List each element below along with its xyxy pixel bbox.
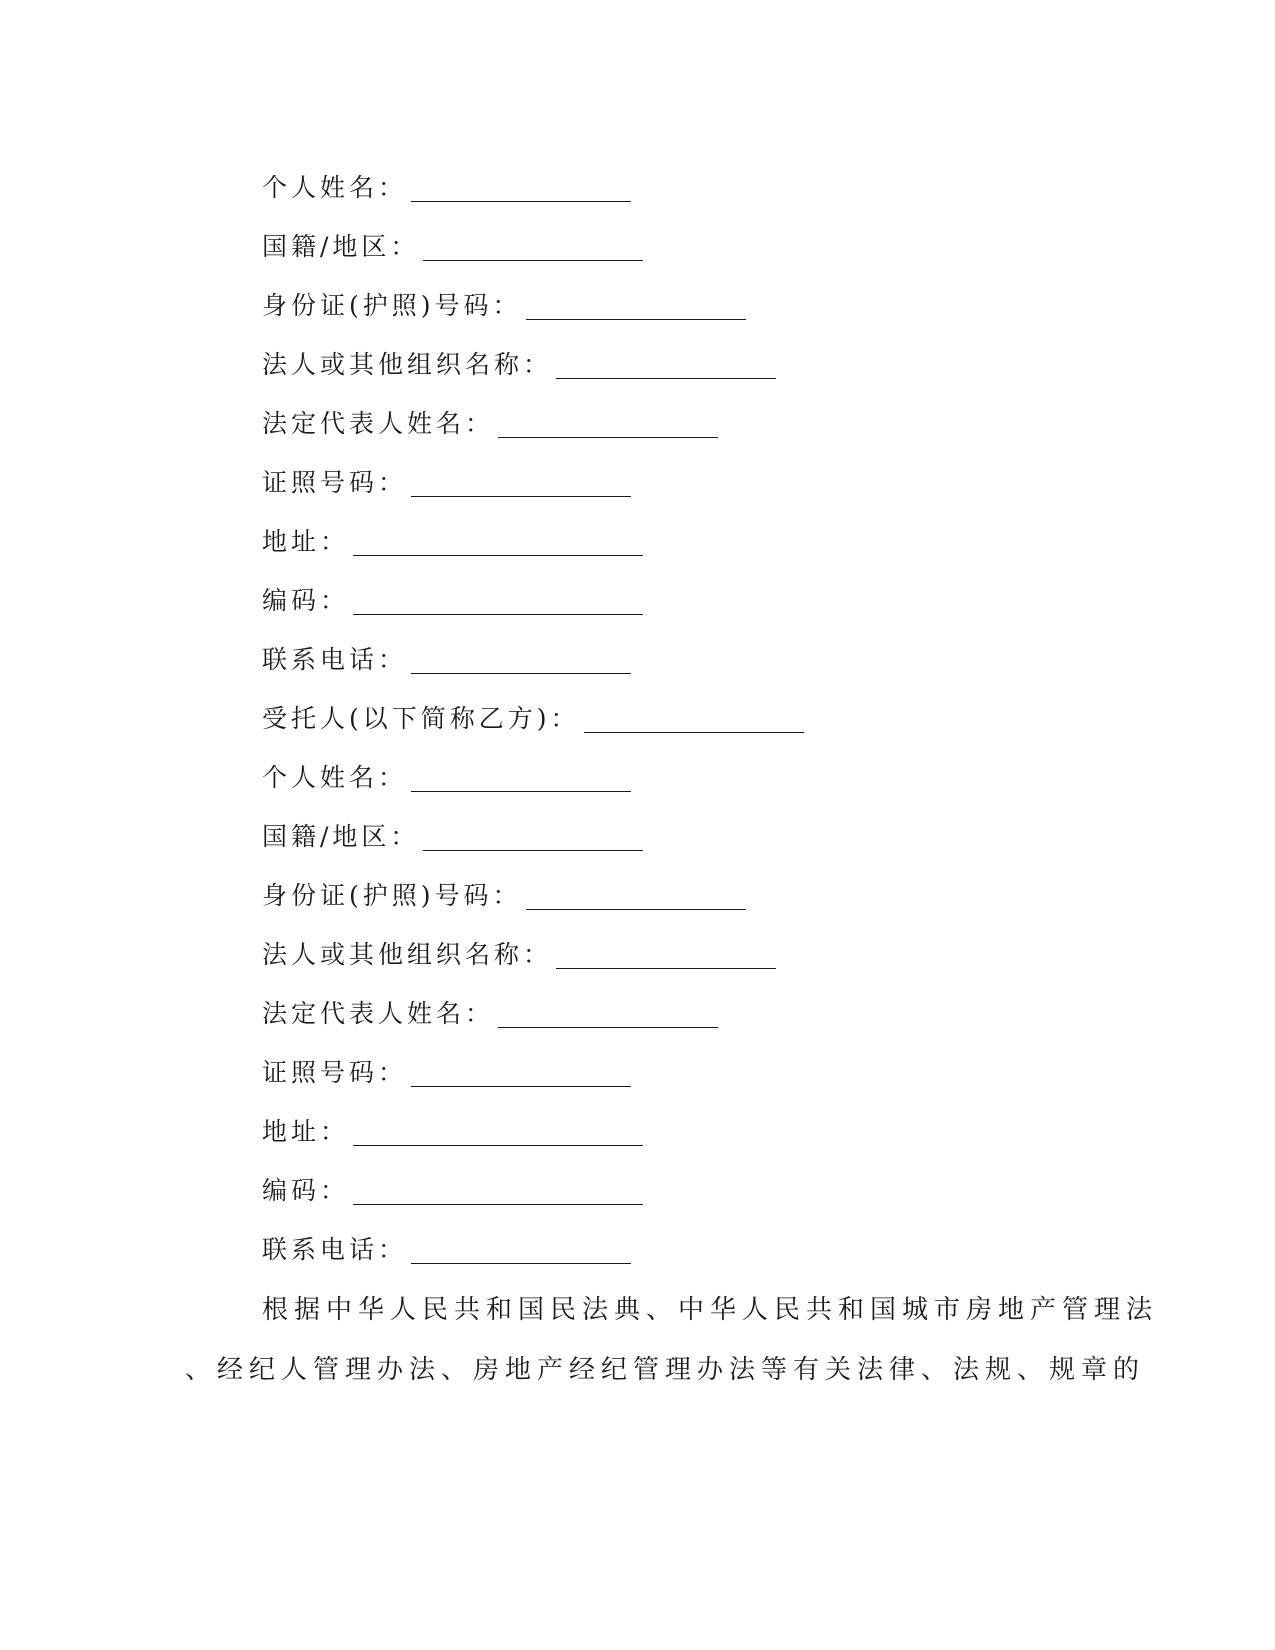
fill-blank[interactable] <box>526 879 746 910</box>
client-organization-name-field <box>262 345 776 385</box>
field-label: 地址： <box>262 1117 350 1146</box>
fill-blank[interactable] <box>411 1056 631 1087</box>
field-label: 个人姓名： <box>262 763 408 792</box>
fill-blank[interactable] <box>411 1233 631 1264</box>
trustee-license-number-field <box>262 1053 631 1093</box>
trustee-id-number-field <box>262 876 746 916</box>
field-label: 法定代表人姓名： <box>262 409 495 438</box>
fill-blank[interactable] <box>526 289 746 320</box>
fill-blank[interactable] <box>353 525 643 556</box>
trustee-address-field <box>262 1112 643 1152</box>
fill-blank[interactable] <box>423 820 643 851</box>
fill-blank[interactable] <box>411 761 631 792</box>
client-postcode-field <box>262 581 643 621</box>
client-legal-representative-field <box>262 404 718 444</box>
field-label: 编码： <box>262 1176 350 1205</box>
client-license-number-field <box>262 463 631 503</box>
trustee-phone-field <box>262 1230 631 1270</box>
field-label: 个人姓名： <box>262 173 408 202</box>
fill-blank[interactable] <box>423 230 643 261</box>
field-label: 联系电话： <box>262 1235 408 1264</box>
field-label: 编码： <box>262 586 350 615</box>
trustee-postcode-field <box>262 1171 643 1211</box>
field-label: 证照号码： <box>262 468 408 497</box>
client-phone-field <box>262 640 631 680</box>
field-label: 证照号码： <box>262 1058 408 1087</box>
field-label: 地址： <box>262 527 350 556</box>
trustee-organization-name-field <box>262 935 776 975</box>
client-address-field <box>262 522 643 562</box>
fill-blank[interactable] <box>498 407 718 438</box>
fill-blank[interactable] <box>556 938 776 969</box>
client-personal-name-field <box>262 168 631 208</box>
field-label: 国籍/地区： <box>262 232 420 261</box>
field-label: 受托人(以下简称乙方)： <box>262 704 580 733</box>
paragraph-line-1: 根据中华人民共和国民法典、中华人民共和国城市房地产管理法 <box>262 1295 1159 1325</box>
field-label: 法人或其他组织名称： <box>262 940 553 969</box>
fill-blank[interactable] <box>556 348 776 379</box>
field-label: 法定代表人姓名： <box>262 999 495 1028</box>
fill-blank[interactable] <box>411 171 631 202</box>
trustee-nationality-field <box>262 817 643 857</box>
trustee-header-field <box>262 699 804 739</box>
field-label: 身份证(护照)号码： <box>262 291 522 320</box>
trustee-personal-name-field <box>262 758 631 798</box>
fill-blank[interactable] <box>584 702 804 733</box>
client-id-number-field <box>262 286 746 326</box>
fill-blank[interactable] <box>411 643 631 674</box>
field-label: 联系电话： <box>262 645 408 674</box>
fill-blank[interactable] <box>411 466 631 497</box>
field-label: 法人或其他组织名称： <box>262 350 553 379</box>
trustee-legal-representative-field <box>262 994 718 1034</box>
field-label: 国籍/地区： <box>262 822 420 851</box>
paragraph-line-2: 、经纪人管理办法、房地产经纪管理办法等有关法律、法规、规章的 <box>185 1355 1146 1385</box>
fill-blank[interactable] <box>353 1174 643 1205</box>
fill-blank[interactable] <box>498 997 718 1028</box>
field-label: 身份证(护照)号码： <box>262 881 522 910</box>
fill-blank[interactable] <box>353 1115 643 1146</box>
client-nationality-field <box>262 227 643 267</box>
fill-blank[interactable] <box>353 584 643 615</box>
